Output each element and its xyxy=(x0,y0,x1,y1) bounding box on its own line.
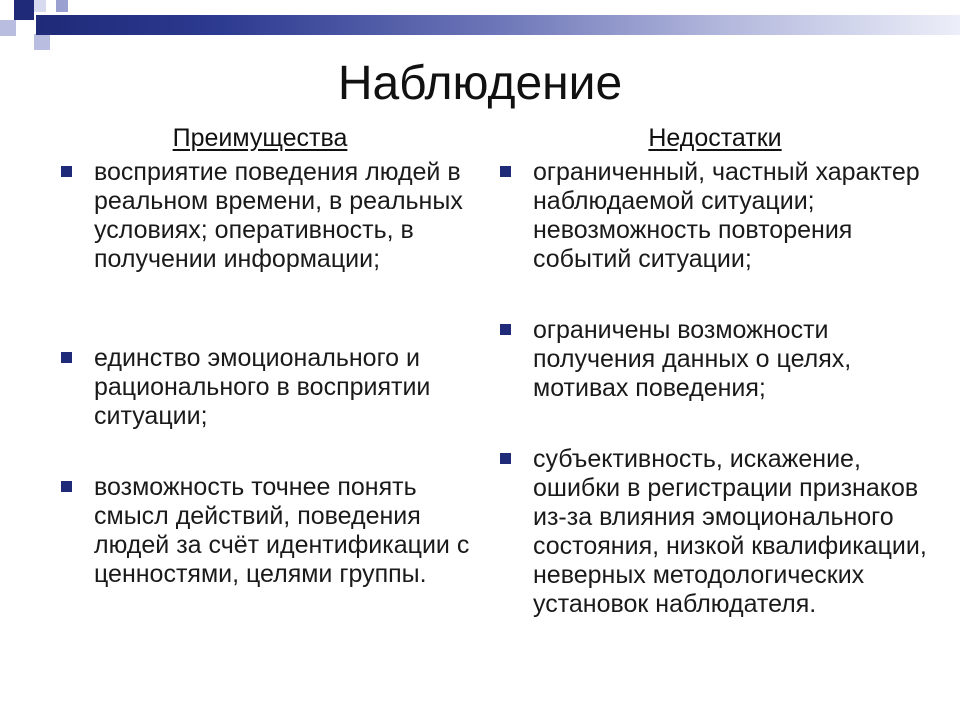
disadvantage-text: ограничены возможности получения данных о целях, мотивах поведения; xyxy=(533,316,852,402)
decor-square xyxy=(34,0,46,12)
disadvantage-text: субъективность, искажение, ошибки в регистрации признаков из-за влияния эмоционального состояния, низкой квалификации, неверных методологических установок наблюдателя. xyxy=(533,445,927,618)
advantage-text: единство эмоционального и рационального в восприятии ситуации; xyxy=(94,344,431,430)
advantage-text: восприятие поведения людей в реальном времени, в реальных условиях; оперативность, в получении информации; xyxy=(94,158,463,273)
square-bullet-icon xyxy=(500,166,511,177)
disadvantage-item xyxy=(500,445,940,619)
disadvantages-heading: Недостатки xyxy=(648,124,782,152)
advantage-item xyxy=(61,344,481,431)
advantage-item xyxy=(61,158,481,274)
disadvantage-text: ограниченный, частный характер наблюдаемой ситуации; невозможность повторения событий ситуации; xyxy=(533,158,920,273)
square-bullet-icon xyxy=(500,453,511,464)
advantage-item xyxy=(61,473,481,589)
decor-square xyxy=(14,0,34,20)
header-gradient-bar xyxy=(36,15,960,35)
slide-title: Наблюдение xyxy=(337,57,623,110)
disadvantage-item xyxy=(500,316,940,403)
disadvantage-item xyxy=(500,158,940,274)
decor-square xyxy=(56,0,68,12)
decor-square xyxy=(34,34,50,50)
square-bullet-icon xyxy=(61,481,72,492)
square-bullet-icon xyxy=(500,324,511,335)
square-bullet-icon xyxy=(61,352,72,363)
advantages-heading: Преимущества xyxy=(172,124,348,152)
decor-square xyxy=(0,20,16,36)
advantage-text: возможность точнее понять смысл действий, поведения людей за счёт идентификации с ценностями, целями группы. xyxy=(94,473,470,588)
square-bullet-icon xyxy=(61,166,72,177)
